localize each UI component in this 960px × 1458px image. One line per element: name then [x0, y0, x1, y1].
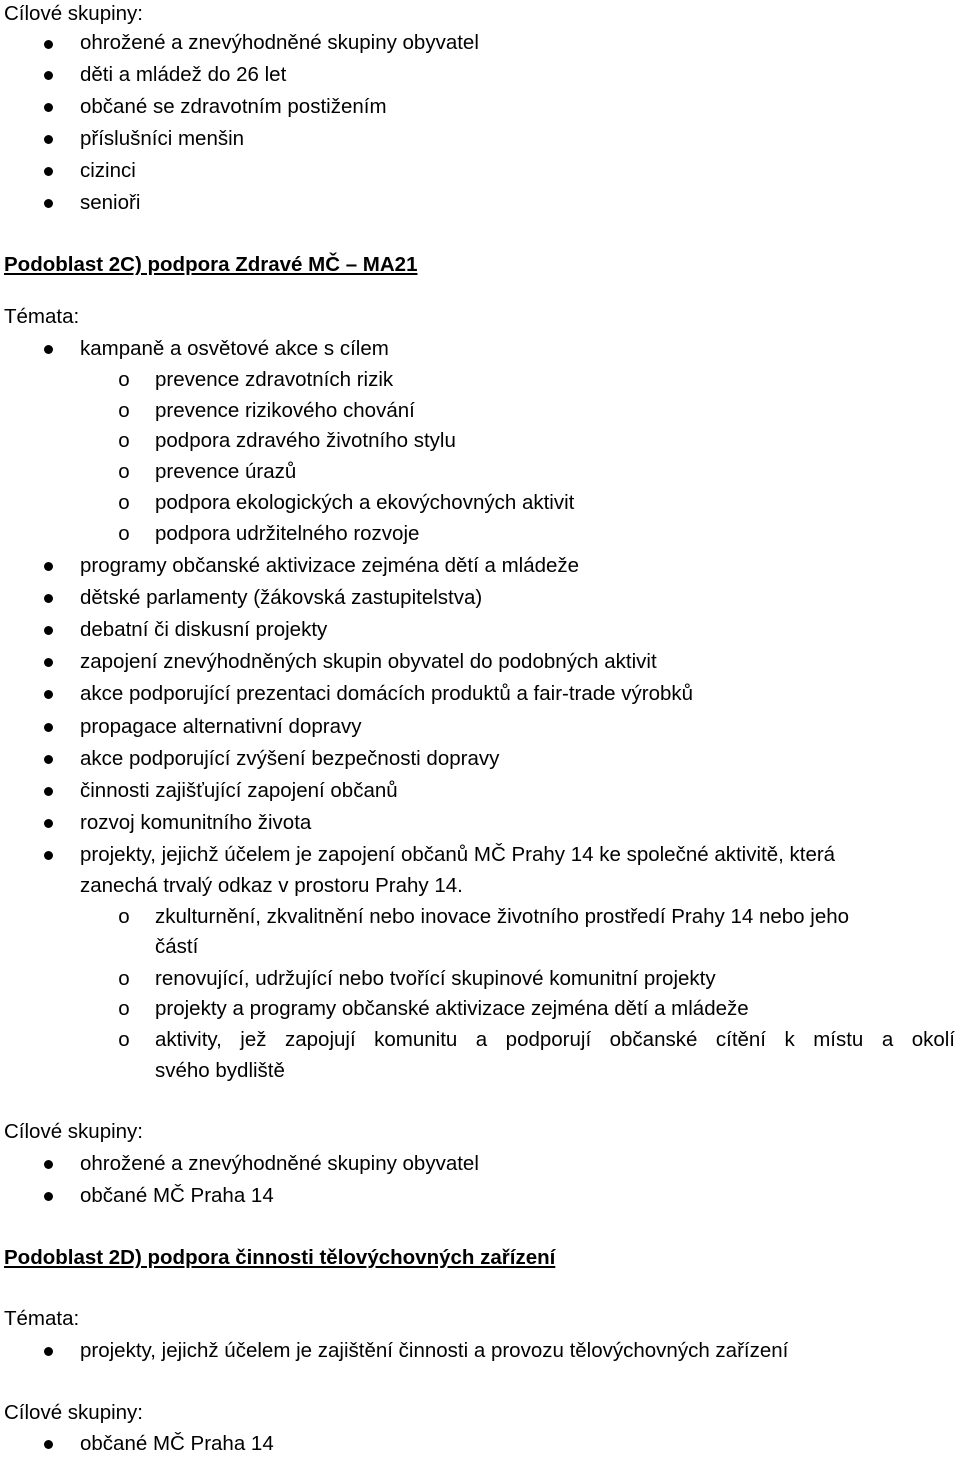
- bullet-icon: [44, 199, 53, 208]
- list-item-text: děti a mládež do 26 let: [80, 63, 287, 86]
- bullet-icon: [44, 787, 53, 796]
- list-item-text: občané MČ Praha 14: [80, 1432, 274, 1455]
- sublist-item-text: podpora zdravého životního stylu: [155, 429, 456, 452]
- bullet-icon: [44, 658, 53, 667]
- list-item-text-continuation: zanechá trvalý odkaz v prostoru Prahy 14.: [80, 874, 463, 897]
- bullet-icon: [44, 851, 53, 860]
- bullet-icon: [44, 1192, 53, 1201]
- bullet-icon: [44, 723, 53, 732]
- bullet-icon: [44, 562, 53, 571]
- circle-marker-icon: o: [118, 905, 130, 928]
- bullet-icon: [44, 103, 53, 112]
- bullet-icon: [44, 40, 53, 49]
- bullet-icon: [44, 755, 53, 764]
- list-item-text: programy občanské aktivizace zejména dětí a mládeže: [80, 554, 580, 577]
- topics-label: Témata:: [4, 305, 80, 328]
- subarea-2d-heading: Podoblast 2D) podpora činnosti tělovýchovných zařízení: [4, 1246, 556, 1269]
- target-groups-label: Cílové skupiny:: [4, 1120, 144, 1143]
- bullet-icon: [44, 690, 53, 699]
- sublist-item-text: zkulturnění, zkvalitnění nebo inovace životního prostředí Prahy 14 nebo jeho: [155, 905, 850, 928]
- circle-marker-icon: o: [118, 1028, 130, 1051]
- sublist-item-text: renovující, udržující nebo tvořící skupinové komunitní projekty: [155, 967, 716, 990]
- sublist-item-text: projekty a programy občanské aktivizace zejména dětí a mládeže: [155, 997, 749, 1020]
- bullet-icon: [44, 1347, 53, 1356]
- bullet-icon: [44, 1160, 53, 1169]
- sublist-item-text: prevence úrazů: [155, 460, 297, 483]
- bullet-icon: [44, 71, 53, 80]
- circle-marker-icon: o: [118, 491, 130, 514]
- bullet-icon: [44, 819, 53, 828]
- list-item-text: dětské parlamenty (žákovská zastupitelstva): [80, 586, 483, 609]
- list-item-text: akce podporující zvýšení bezpečnosti dopravy: [80, 747, 500, 770]
- bullet-icon: [44, 345, 53, 354]
- bullet-icon: [44, 1440, 53, 1449]
- sublist-item-text-continuation: svého bydliště: [155, 1059, 285, 1082]
- list-item-text: činnosti zajišťující zapojení občanů: [80, 779, 398, 802]
- list-item-text: cizinci: [80, 159, 136, 182]
- list-item-text: kampaně a osvětové akce s cílem: [80, 337, 389, 360]
- circle-marker-icon: o: [118, 460, 130, 483]
- target-groups-label: Cílové skupiny:: [4, 2, 144, 25]
- bullet-icon: [44, 626, 53, 635]
- list-item-text: propagace alternativní dopravy: [80, 715, 362, 738]
- list-item-text: občané MČ Praha 14: [80, 1184, 274, 1207]
- topics-label: Témata:: [4, 1307, 80, 1330]
- circle-marker-icon: o: [118, 997, 130, 1020]
- sublist-item-text: prevence zdravotních rizik: [155, 368, 394, 391]
- list-item-text: senioři: [80, 191, 141, 214]
- list-item-text: občané se zdravotním postižením: [80, 95, 387, 118]
- list-item-text: rozvoj komunitního života: [80, 811, 312, 834]
- list-item-text: ohrožené a znevýhodněné skupiny obyvatel: [80, 31, 479, 54]
- sublist-item-text: prevence rizikového chování: [155, 399, 415, 422]
- sublist-item-text: aktivity, jež zapojují komunitu a podporují občanské cítění k místu a okolí: [155, 1028, 955, 1051]
- circle-marker-icon: o: [118, 368, 130, 391]
- subarea-2c-heading: Podoblast 2C) podpora Zdravé MČ – MA21: [4, 253, 418, 276]
- sublist-item-text: podpora ekologických a ekovýchovných aktivit: [155, 491, 575, 514]
- bullet-icon: [44, 167, 53, 176]
- sublist-item-text: podpora udržitelného rozvoje: [155, 522, 420, 545]
- circle-marker-icon: o: [118, 399, 130, 422]
- circle-marker-icon: o: [118, 522, 130, 545]
- list-item-text: projekty, jejichž účelem je zapojení občanů MČ Prahy 14 ke společné aktivitě, která: [80, 843, 836, 866]
- sublist-item-text-continuation: částí: [155, 935, 199, 958]
- circle-marker-icon: o: [118, 967, 130, 990]
- list-item-text: ohrožené a znevýhodněné skupiny obyvatel: [80, 1152, 479, 1175]
- list-item-text: debatní či diskusní projekty: [80, 618, 328, 641]
- target-groups-label: Cílové skupiny:: [4, 1401, 144, 1424]
- bullet-icon: [44, 135, 53, 144]
- list-item-text: příslušníci menšin: [80, 127, 245, 150]
- list-item-text: akce podporující prezentaci domácích produktů a fair-trade výrobků: [80, 682, 694, 705]
- bullet-icon: [44, 594, 53, 603]
- list-item-text: projekty, jejichž účelem je zajištění činnosti a provozu tělovýchovných zařízení: [80, 1339, 789, 1362]
- circle-marker-icon: o: [118, 429, 130, 452]
- list-item-text: zapojení znevýhodněných skupin obyvatel do podobných aktivit: [80, 650, 657, 673]
